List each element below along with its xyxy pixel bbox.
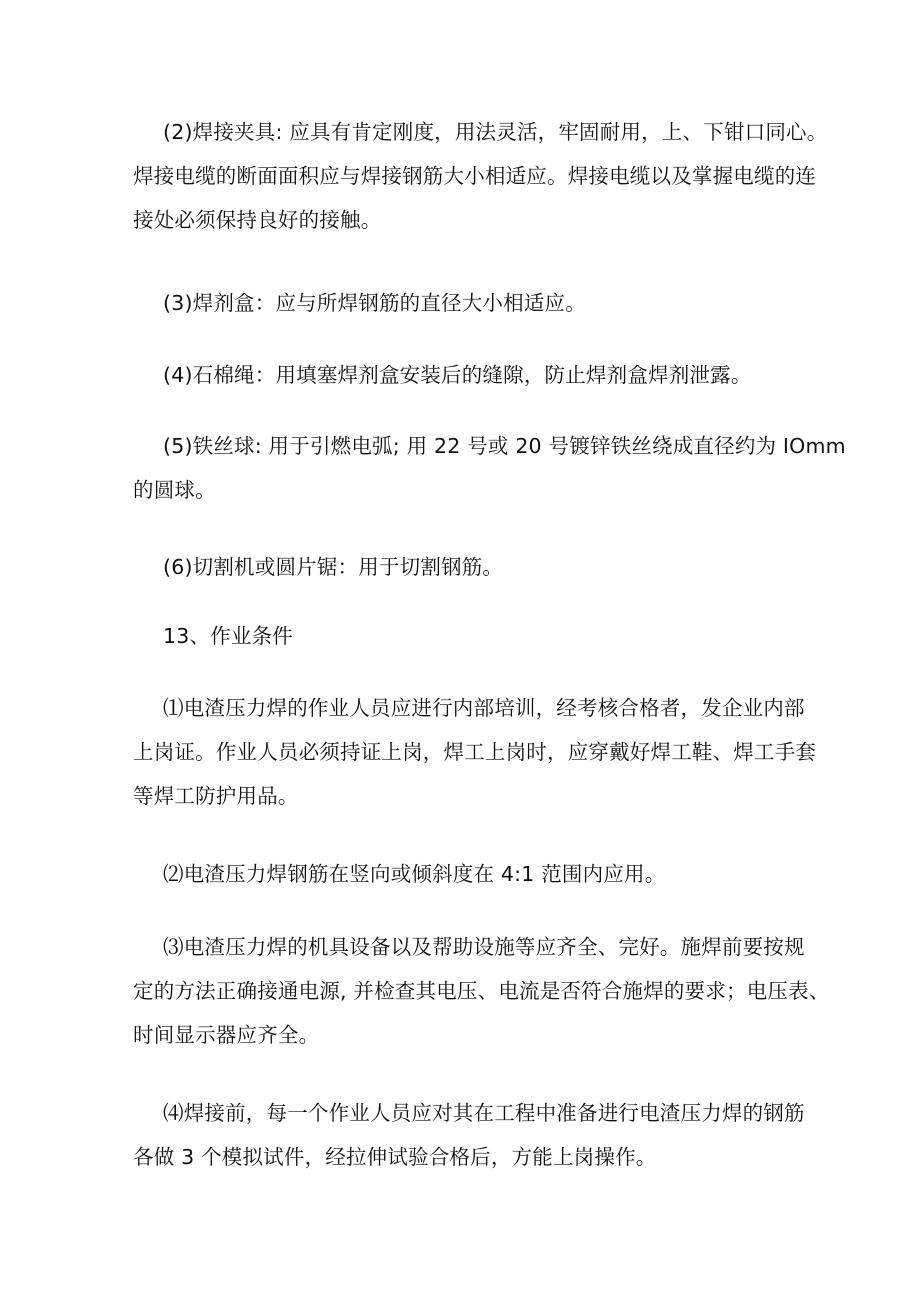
paragraph-line: 的圆球。	[133, 478, 216, 502]
paragraph-line: 接处必须保持良好的接触。	[133, 208, 382, 232]
paragraph-line: 时间显示器应齐全。	[133, 1023, 320, 1047]
paragraph-line: 等焊工防护用品。	[133, 784, 299, 808]
paragraph-flux-box	[133, 281, 803, 325]
paragraph-line: 各做 3 个模拟试件，经拉伸试验合格后，方能上岗操作。	[133, 1145, 657, 1169]
paragraph-equipment-check	[133, 925, 830, 1057]
paragraph-line: ⑶电渣压力焊的机具设备以及帮助设施等应齐全、完好。施焊前要按规	[163, 935, 805, 959]
paragraph-line: (4)石棉绳：用填塞焊剂盒安装后的缝隙，防止焊剂盒焊剂泄露。	[163, 363, 752, 387]
paragraph-line: 上岗证。作业人员必须持证上岗，焊工上岗时，应穿戴好焊工鞋、焊工手套	[133, 740, 817, 764]
paragraph-line: (6)切割机或圆片锯：用于切割钢筋。	[163, 555, 504, 579]
section-heading: 13、作业条件	[163, 624, 293, 648]
paragraph-line: (5)铁丝球: 用于引燃电弧; 用 22 号或 20 号镀锌铁丝绕成直径约为 IOmm	[163, 434, 846, 458]
paragraph-vertical-application	[133, 852, 803, 896]
paragraph-line: ⑴电渣压力焊的作业人员应进行内部培训，经考核合格者，发企业内部	[163, 696, 805, 720]
paragraph-line: ⑷焊接前，每一个作业人员应对其在工程中准备进行电渣压力焊的钢筋	[163, 1101, 805, 1125]
section-heading-work-conditions	[133, 614, 803, 658]
paragraph-line: (2)焊接夹具: 应具有肯定刚度，用法灵活，牢固耐用，上、下钳口同心。	[163, 120, 828, 144]
paragraph-asbestos-rope	[133, 353, 803, 397]
paragraph-line: (3)焊剂盒：应与所焊钢筋的直径大小相适应。	[163, 291, 586, 315]
paragraph-welding-clamp	[133, 110, 828, 242]
paragraph-line: 定的方法正确接通电源, 并检查其电压、电流是否符合施焊的要求；电压表、	[133, 979, 830, 1003]
paragraph-trial-specimens	[133, 1091, 803, 1179]
paragraph-cutting-machine	[133, 545, 803, 589]
paragraph-wire-ball	[133, 424, 846, 512]
paragraph-line: ⑵电渣压力焊钢筋在竖向或倾斜度在 4:1 范围内应用。	[163, 862, 666, 886]
paragraph-operator-training	[133, 686, 817, 818]
paragraph-line: 焊接电缆的断面面积应与焊接钢筋大小相适应。焊接电缆以及掌握电缆的连	[133, 164, 817, 188]
